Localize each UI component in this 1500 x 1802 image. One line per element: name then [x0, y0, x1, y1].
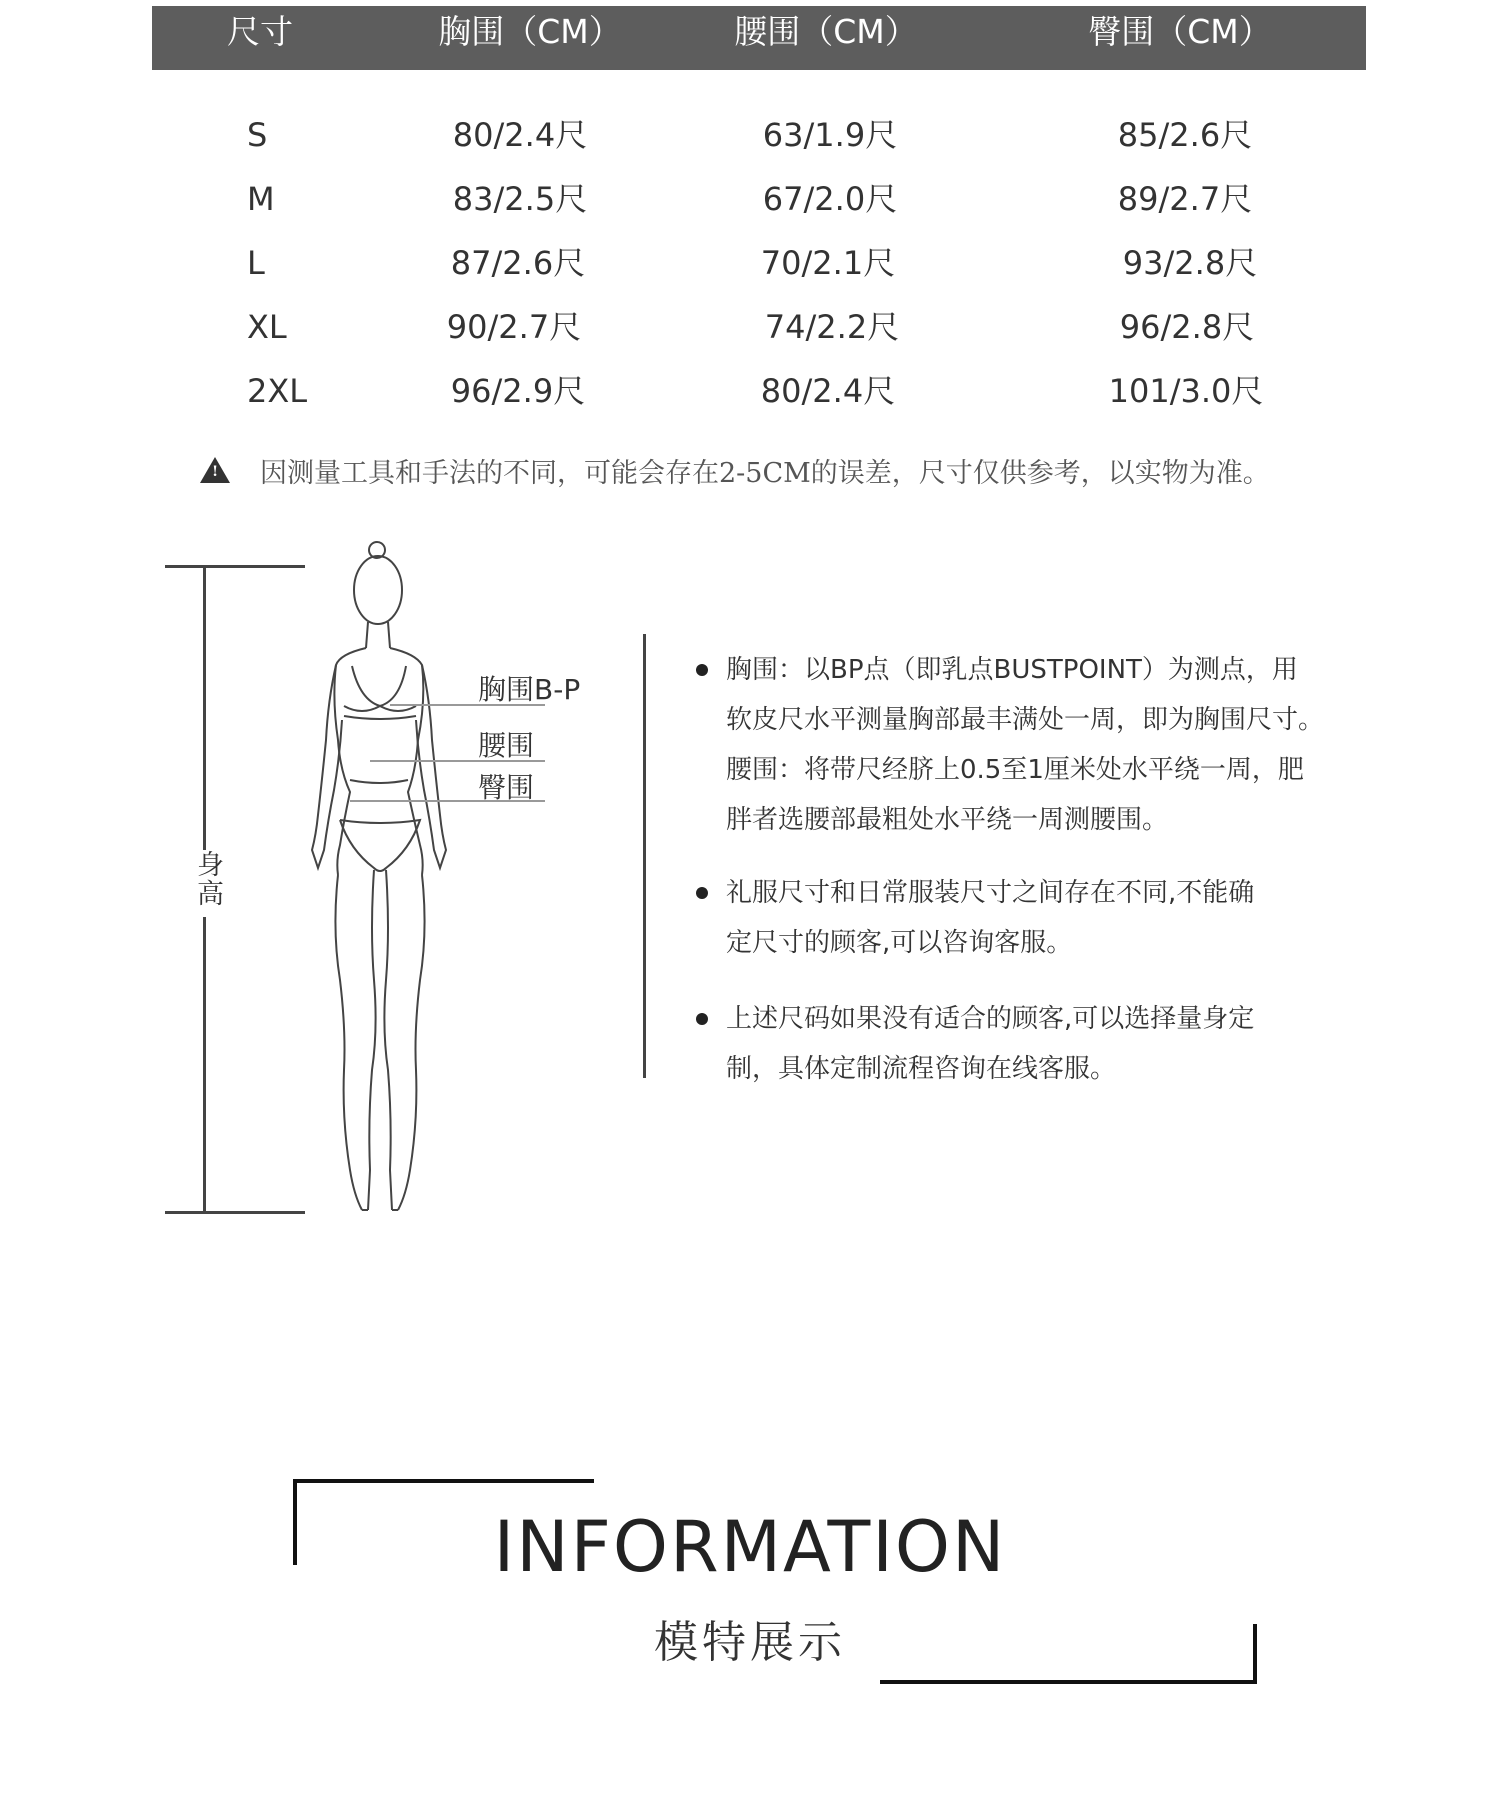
waist-cell: 74/2.2尺 — [764, 308, 900, 346]
table-row — [0, 231, 1500, 295]
table-row — [0, 359, 1500, 423]
hip-cell: 89/2.7尺 — [1117, 180, 1253, 218]
header-hip: 臀围（CM） — [1088, 12, 1272, 51]
header-size: 尺寸 — [227, 12, 293, 51]
instruction-item: 上述尺码如果没有适合的顾客,可以选择量身定 制，具体定制流程咨询在线客服。 — [696, 994, 1376, 1094]
bust-cell: 96/2.9尺 — [450, 372, 586, 410]
bust-cell: 80/2.4尺 — [452, 116, 588, 154]
table-row — [0, 295, 1500, 359]
vertical-divider — [643, 634, 646, 1078]
size-cell: M — [247, 180, 275, 218]
header-bust: 胸围（CM） — [438, 12, 622, 51]
bracket-bottom-horizontal — [880, 1680, 1257, 1684]
waist-cell: 70/2.1尺 — [760, 244, 896, 282]
table-row — [0, 167, 1500, 231]
waist-cell: 67/2.0尺 — [762, 180, 898, 218]
instruction-item: 礼服尺寸和日常服装尺寸之间存在不同,不能确 定尺寸的顾客,可以咨询客服。 — [696, 868, 1376, 968]
hip-cell: 101/3.0尺 — [1108, 372, 1264, 410]
bullet-dot-icon — [696, 664, 708, 676]
bust-label: 胸围B-P — [478, 673, 581, 706]
waist-label: 腰围 — [478, 729, 535, 762]
size-cell: S — [247, 116, 268, 154]
information-title: INFORMATION — [493, 1506, 1007, 1588]
waist-cell: 80/2.4尺 — [760, 372, 896, 410]
information-subtitle: 模特展示 — [654, 1617, 846, 1668]
hip-cell: 85/2.6尺 — [1117, 116, 1253, 154]
height-top-line — [165, 565, 305, 568]
body-silhouette — [300, 530, 480, 1220]
hip-cell: 93/2.8尺 — [1122, 244, 1258, 282]
size-cell: 2XL — [247, 372, 308, 410]
bust-cell: 87/2.6尺 — [450, 244, 586, 282]
waist-cell: 63/1.9尺 — [762, 116, 898, 154]
bracket-bottom-vertical — [1253, 1624, 1257, 1684]
hip-cell: 96/2.8尺 — [1119, 308, 1255, 346]
bust-cell: 90/2.7尺 — [446, 308, 582, 346]
bust-cell: 83/2.5尺 — [452, 180, 588, 218]
hip-label: 臀围 — [478, 771, 535, 804]
disclaimer-text: 因测量工具和手法的不同，可能会存在2-5CM的误差，尺寸仅供参考，以实物为准。 — [260, 457, 1270, 489]
bullet-dot-icon — [696, 1013, 708, 1025]
size-cell: XL — [247, 308, 287, 346]
size-cell: L — [247, 244, 265, 282]
instruction-item: 胸围：以BP点（即乳点BUSTPOINT）为测点，用 软皮尺水平测量胸部最丰满处一周，即为胸围尺寸。 腰围：将带尺经脐上0.5至1厘米处水平绕一周，肥 胖者选腰部最粗处水平绕一周测腰围。 — [696, 645, 1376, 845]
table-row — [0, 103, 1500, 167]
header-waist: 腰围（CM） — [734, 12, 918, 51]
height-bottom-line — [165, 1211, 305, 1214]
measurement-disclaimer — [200, 448, 1270, 492]
warning-icon: ! — [200, 457, 230, 483]
bullet-dot-icon — [696, 887, 708, 899]
bracket-top-horizontal — [293, 1479, 594, 1483]
height-label: 身高 — [190, 850, 218, 917]
